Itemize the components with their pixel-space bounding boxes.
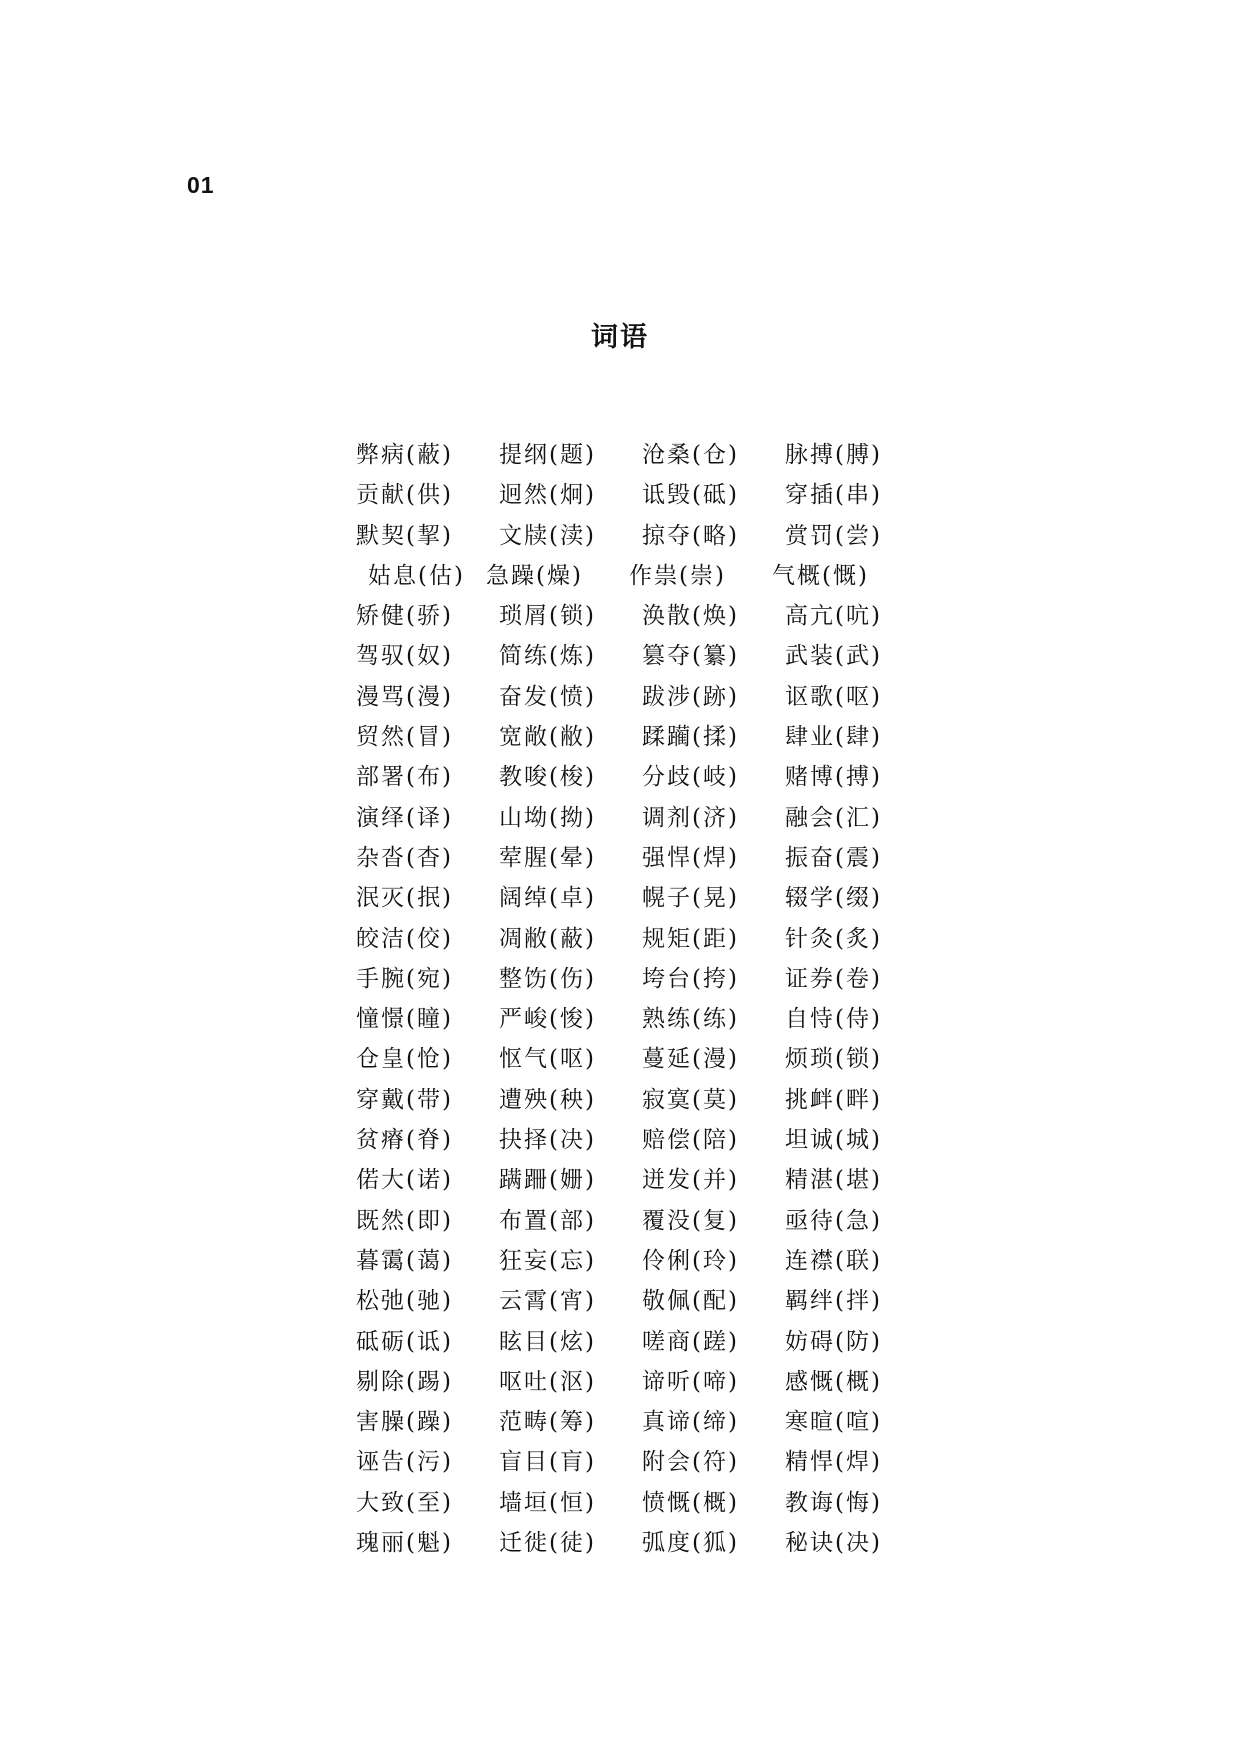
word-entry: 羁绊(拌)	[785, 1288, 882, 1315]
word-row	[356, 601, 916, 641]
word-entry: 调剂(济)	[642, 804, 739, 831]
word-entry: 阔绰(卓)	[499, 885, 596, 912]
word-entry: 严峻(悛)	[499, 1006, 596, 1033]
word-entry: 奋发(愤)	[499, 683, 596, 710]
word-entry: 分歧(岐)	[642, 764, 739, 791]
word-entry: 垮台(挎)	[642, 965, 739, 992]
word-entry: 蔓延(漫)	[642, 1046, 739, 1073]
word-entry: 寂寞(莫)	[642, 1086, 739, 1113]
word-entry: 规矩(距)	[642, 925, 739, 952]
word-entry: 秘诀(决)	[785, 1530, 882, 1557]
word-entry: 迸发(并)	[642, 1167, 739, 1194]
word-entry: 呕吐(沤)	[499, 1368, 596, 1395]
word-entry: 墙垣(恒)	[499, 1489, 596, 1516]
word-entry: 强悍(焊)	[642, 844, 739, 871]
word-entry: 赔偿(陪)	[642, 1127, 739, 1154]
word-entry: 贡献(供)	[356, 482, 453, 509]
word-entry: 附会(符)	[642, 1449, 739, 1476]
word-entry: 迁徙(徒)	[499, 1530, 596, 1557]
word-row	[356, 1004, 916, 1044]
word-entry: 演绎(译)	[356, 804, 453, 831]
word-entry: 振奋(震)	[785, 844, 882, 871]
word-entry: 剔除(踢)	[356, 1368, 453, 1395]
word-row	[356, 762, 916, 802]
word-entry: 肆业(肆)	[785, 724, 882, 751]
word-entry: 蹂躏(揉)	[642, 724, 739, 751]
word-entry: 熟练(练)	[642, 1006, 739, 1033]
word-entry: 驾驭(奴)	[356, 643, 453, 670]
word-entry: 怄气(呕)	[499, 1046, 596, 1073]
word-row	[356, 682, 916, 722]
word-entry: 亟待(急)	[785, 1207, 882, 1234]
word-entry: 高亢(吭)	[785, 603, 882, 630]
word-entry: 覆没(复)	[642, 1207, 739, 1234]
word-entry: 简练(炼)	[499, 643, 596, 670]
word-entry: 害臊(躁)	[356, 1409, 453, 1436]
word-entry: 伶俐(玲)	[642, 1247, 739, 1274]
word-entry: 篡夺(纂)	[642, 643, 739, 670]
word-entry: 烦琐(锁)	[785, 1046, 882, 1073]
word-entry: 遭殃(秧)	[499, 1086, 596, 1113]
word-entry: 辍学(缀)	[785, 885, 882, 912]
word-entry: 漫骂(漫)	[356, 683, 453, 710]
word-entry: 盲目(肓)	[499, 1449, 596, 1476]
word-entry: 武装(武)	[785, 643, 882, 670]
word-row	[356, 883, 916, 923]
word-entry: 手腕(宛)	[356, 965, 453, 992]
word-entry: 贸然(冒)	[356, 724, 453, 751]
word-row	[356, 1327, 916, 1367]
word-entry: 荤腥(晕)	[499, 844, 596, 871]
word-row	[356, 521, 916, 561]
word-entry: 琐屑(锁)	[499, 603, 596, 630]
word-entry: 跋涉(跡)	[642, 683, 739, 710]
word-entry: 穿戴(带)	[356, 1086, 453, 1113]
word-entry: 急躁(燥)	[486, 562, 583, 589]
word-entry: 凋敝(蔽)	[499, 925, 596, 952]
word-entry: 宽敞(敝)	[499, 724, 596, 751]
word-row	[356, 1367, 916, 1407]
word-entry: 松弛(驰)	[356, 1288, 453, 1315]
word-entry: 连襟(联)	[785, 1247, 882, 1274]
word-entry: 仓皇(怆)	[356, 1046, 453, 1073]
word-entry: 布置(部)	[499, 1207, 596, 1234]
word-entry: 偌大(诺)	[356, 1167, 453, 1194]
word-entry: 贫瘠(脊)	[356, 1127, 453, 1154]
word-entry: 姑息(估)	[368, 562, 465, 589]
word-row	[356, 722, 916, 762]
word-entry: 提纲(题)	[499, 442, 596, 468]
word-entry: 敬佩(配)	[642, 1288, 739, 1315]
word-entry: 证券(卷)	[785, 965, 882, 992]
word-entry: 坦诚(城)	[785, 1127, 882, 1154]
word-entry: 整饬(伤)	[499, 965, 596, 992]
word-entry: 赏罚(尝)	[785, 522, 882, 549]
word-entry: 气概(慨)	[772, 562, 869, 589]
word-row	[356, 803, 916, 843]
word-row	[356, 1165, 916, 1205]
word-entry: 抉择(决)	[499, 1127, 596, 1154]
word-entry: 文牍(渎)	[499, 522, 596, 549]
word-entry: 教诲(悔)	[785, 1489, 882, 1516]
word-entry: 范畴(筹)	[499, 1409, 596, 1436]
word-entry: 愤慨(概)	[642, 1489, 739, 1516]
word-row	[356, 561, 916, 601]
word-row	[356, 641, 916, 681]
word-entry: 嗟商(蹉)	[642, 1328, 739, 1355]
word-row	[356, 1206, 916, 1246]
word-entry: 赌博(搏)	[785, 764, 882, 791]
word-entry: 感慨(概)	[785, 1368, 882, 1395]
word-entry: 默契(挈)	[356, 522, 453, 549]
word-entry: 掠夺(略)	[642, 522, 739, 549]
word-row	[356, 1528, 916, 1568]
word-entry: 自恃(侍)	[785, 1006, 882, 1033]
word-list	[356, 440, 916, 1568]
word-row	[356, 480, 916, 520]
word-entry: 挑衅(畔)	[785, 1086, 882, 1113]
word-entry: 憧憬(瞳)	[356, 1006, 453, 1033]
word-entry: 迥然(炯)	[499, 482, 596, 509]
word-entry: 妨碍(防)	[785, 1328, 882, 1355]
word-row	[356, 1447, 916, 1487]
word-row	[356, 1085, 916, 1125]
word-row	[356, 440, 916, 480]
word-entry: 精悍(焊)	[785, 1449, 882, 1476]
word-entry: 泯灭(抿)	[356, 885, 453, 912]
word-entry: 沧桑(仓)	[642, 442, 739, 468]
word-entry: 既然(即)	[356, 1207, 453, 1234]
word-entry: 诬告(污)	[356, 1449, 453, 1476]
word-entry: 大致(至)	[356, 1489, 453, 1516]
word-row	[356, 1044, 916, 1084]
word-entry: 皎洁(佼)	[356, 925, 453, 952]
word-entry: 讴歌(呕)	[785, 683, 882, 710]
word-row	[356, 1407, 916, 1447]
word-entry: 寒暄(喧)	[785, 1409, 882, 1436]
word-entry: 杂沓(杳)	[356, 844, 453, 871]
word-entry: 部署(布)	[356, 764, 453, 791]
word-entry: 狂妄(忘)	[499, 1247, 596, 1274]
page-number: 01	[187, 172, 215, 198]
word-entry: 幌子(晃)	[642, 885, 739, 912]
word-entry: 精湛(堪)	[785, 1167, 882, 1194]
word-entry: 弊病(蔽)	[356, 442, 453, 468]
word-entry: 眩目(炫)	[499, 1328, 596, 1355]
word-entry: 暮霭(蔼)	[356, 1247, 453, 1274]
word-entry: 脉搏(膊)	[785, 442, 882, 468]
word-entry: 瑰丽(魁)	[356, 1530, 453, 1557]
word-row	[356, 1286, 916, 1326]
word-entry: 针灸(炙)	[785, 925, 882, 952]
word-entry: 融会(汇)	[785, 804, 882, 831]
word-row	[356, 964, 916, 1004]
word-entry: 蹒跚(姗)	[499, 1167, 596, 1194]
word-row	[356, 1246, 916, 1286]
page-title: 词语	[591, 322, 649, 353]
word-row	[356, 924, 916, 964]
word-entry: 砥砺(诋)	[356, 1328, 453, 1355]
word-entry: 弧度(狐)	[642, 1530, 739, 1557]
word-entry: 作祟(崇)	[629, 562, 726, 589]
word-entry: 矫健(骄)	[356, 603, 453, 630]
word-row	[356, 1125, 916, 1165]
word-row	[356, 843, 916, 883]
word-entry: 诋毁(砥)	[642, 482, 739, 509]
word-entry: 真谛(缔)	[642, 1409, 739, 1436]
word-entry: 谛听(啼)	[642, 1368, 739, 1395]
word-entry: 云霄(宵)	[499, 1288, 596, 1315]
word-entry: 教唆(梭)	[499, 764, 596, 791]
word-row	[356, 1488, 916, 1528]
word-entry: 穿插(串)	[785, 482, 882, 509]
word-entry: 涣散(焕)	[642, 603, 739, 630]
word-entry: 山坳(拗)	[499, 804, 596, 831]
